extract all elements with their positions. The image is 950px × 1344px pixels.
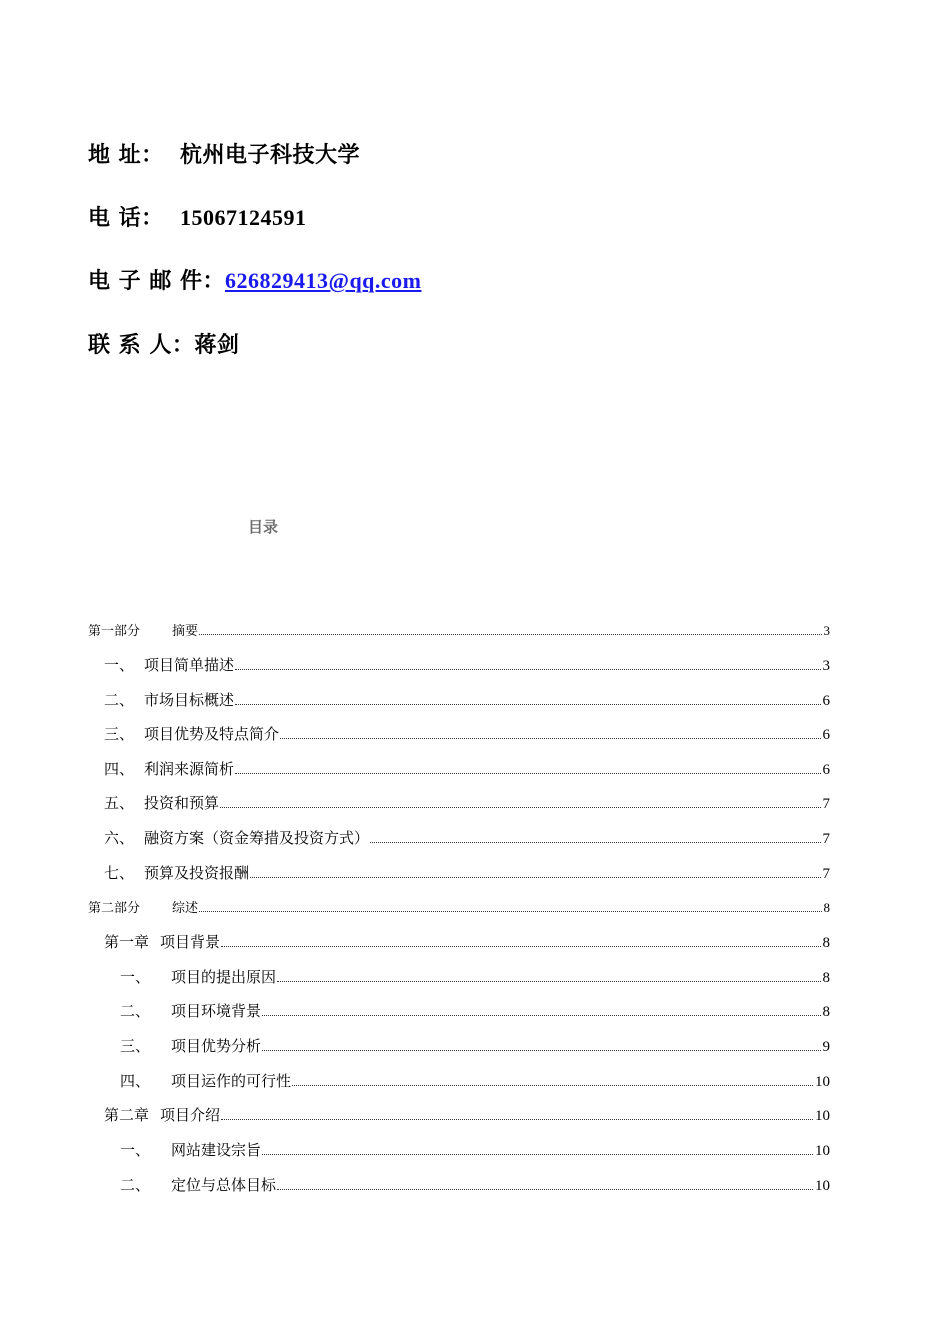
toc-leader-dots bbox=[221, 945, 820, 947]
toc-entry-page: 10 bbox=[815, 1074, 830, 1090]
toc-entry-number: 第二部分 bbox=[88, 901, 141, 916]
email-label: 电 子 邮 件： bbox=[88, 268, 225, 294]
contact-person-line bbox=[88, 328, 239, 359]
toc-entry-number: 二、 bbox=[120, 1176, 151, 1194]
toc-entry[interactable] bbox=[88, 723, 830, 744]
toc-leader-dots bbox=[220, 806, 820, 808]
toc-leader-dots bbox=[221, 1118, 813, 1120]
toc-entry-number: 一、 bbox=[120, 1141, 151, 1159]
toc-entry-text: 摘要 bbox=[172, 624, 199, 639]
toc-entry-number: 四、 bbox=[104, 760, 135, 778]
toc-entry[interactable] bbox=[88, 862, 830, 883]
toc-entry[interactable] bbox=[88, 1000, 830, 1021]
toc-entry-text: 预算及投资报酬 bbox=[144, 864, 250, 882]
toc-entry[interactable] bbox=[88, 1035, 830, 1056]
toc-entry-text: 项目优势及特点简介 bbox=[144, 725, 280, 743]
toc-leader-dots bbox=[262, 1014, 820, 1016]
toc-entry-page: 10 bbox=[815, 1143, 830, 1159]
toc-entry-text: 定位与总体目标 bbox=[171, 1176, 277, 1194]
toc-entry[interactable] bbox=[88, 931, 830, 952]
phone-value: 15067124591 bbox=[180, 205, 307, 230]
toc-leader-dots bbox=[262, 1153, 813, 1155]
address-label: 地 址： bbox=[88, 142, 164, 168]
toc-entry-page: 8 bbox=[822, 970, 830, 986]
toc-leader-dots bbox=[277, 1188, 813, 1190]
toc-leader-dots bbox=[199, 633, 821, 635]
toc-entry-page: 8 bbox=[822, 935, 830, 951]
toc-entry-page: 9 bbox=[822, 1039, 830, 1055]
toc-entry[interactable] bbox=[88, 792, 830, 813]
toc-entry-number: 一、 bbox=[120, 968, 151, 986]
toc-entry-page: 8 bbox=[823, 900, 830, 915]
toc-leader-dots bbox=[199, 910, 821, 912]
email-line bbox=[88, 264, 422, 295]
toc-entry-number: 三、 bbox=[120, 1037, 151, 1055]
toc-entry-page: 3 bbox=[822, 658, 830, 674]
toc-entry-text: 项目运作的可行性 bbox=[171, 1072, 292, 1090]
toc-entry-number: 五、 bbox=[104, 794, 135, 812]
toc-entry[interactable] bbox=[88, 689, 830, 710]
toc-leader-dots bbox=[292, 1084, 813, 1086]
toc-entry-text: 项目环境背景 bbox=[171, 1002, 262, 1020]
toc-leader-dots bbox=[370, 841, 820, 843]
toc-entry[interactable] bbox=[88, 966, 830, 987]
phone-line bbox=[88, 201, 307, 232]
toc-entry-number: 二、 bbox=[120, 1002, 151, 1020]
toc-entry-page: 6 bbox=[822, 762, 830, 778]
toc-entry-number: 六、 bbox=[104, 829, 135, 847]
contact-person-value: 蒋剑 bbox=[194, 332, 240, 358]
toc-entry[interactable] bbox=[88, 1104, 830, 1125]
toc-entry-page: 7 bbox=[822, 831, 830, 847]
toc-entry-page: 6 bbox=[822, 727, 830, 743]
toc-entry-text: 网站建设宗旨 bbox=[171, 1141, 262, 1159]
toc-entry-page: 3 bbox=[823, 623, 830, 638]
toc-entry-text: 投资和预算 bbox=[144, 794, 220, 812]
toc-entry-number: 二、 bbox=[104, 691, 135, 709]
toc-leader-dots bbox=[235, 668, 820, 670]
toc-entry[interactable] bbox=[88, 827, 830, 848]
toc-leader-dots bbox=[262, 1049, 820, 1051]
address-value: 杭州电子科技大学 bbox=[180, 142, 361, 168]
toc-entry-text: 项目背景 bbox=[160, 933, 221, 951]
toc-leader-dots bbox=[277, 980, 820, 982]
toc-entry-text: 项目优势分析 bbox=[171, 1037, 262, 1055]
toc-entry[interactable] bbox=[88, 1070, 830, 1091]
phone-label: 电 话： bbox=[88, 205, 164, 231]
toc-entry[interactable] bbox=[88, 758, 830, 779]
toc-leader-dots bbox=[280, 737, 820, 739]
email-link[interactable]: 626829413@qq.com bbox=[224, 268, 422, 293]
toc-entry-number: 七、 bbox=[104, 864, 135, 882]
toc-leader-dots bbox=[235, 772, 820, 774]
toc-entry-number: 四、 bbox=[120, 1072, 151, 1090]
toc-entry-text: 利润来源简析 bbox=[144, 760, 235, 778]
toc-entry[interactable] bbox=[88, 1174, 830, 1195]
toc-entry-page: 7 bbox=[822, 796, 830, 812]
toc-entry[interactable] bbox=[88, 1139, 830, 1160]
toc-leader-dots bbox=[250, 876, 820, 878]
contact-person-label: 联 系 人： bbox=[88, 332, 195, 358]
toc-entry-number: 三、 bbox=[104, 725, 135, 743]
toc-entry-page: 10 bbox=[815, 1108, 830, 1124]
toc-entry-number: 第二章 bbox=[104, 1106, 150, 1124]
toc-entry[interactable] bbox=[88, 620, 830, 639]
toc-entry-page: 8 bbox=[822, 1004, 830, 1020]
toc-entry-number: 第一部分 bbox=[88, 624, 141, 639]
toc-entry[interactable] bbox=[88, 897, 830, 916]
toc-entry-number: 第一章 bbox=[104, 933, 150, 951]
address-line bbox=[88, 138, 360, 169]
toc-entry-page: 10 bbox=[815, 1178, 830, 1194]
toc-entry-text: 融资方案（资金筹措及投资方式） bbox=[144, 829, 370, 847]
toc-entry-text: 市场目标概述 bbox=[144, 691, 235, 709]
toc-entry-number: 一、 bbox=[104, 656, 135, 674]
toc-entry-page: 7 bbox=[822, 866, 830, 882]
toc-entry[interactable] bbox=[88, 654, 830, 675]
toc-entry-text: 项目简单描述 bbox=[144, 656, 235, 674]
toc-entry-page: 6 bbox=[822, 693, 830, 709]
toc-entry-text: 项目的提出原因 bbox=[171, 968, 277, 986]
toc-entry-text: 综述 bbox=[172, 901, 199, 916]
toc-title: 目录 bbox=[248, 518, 279, 536]
toc-entry-text: 项目介绍 bbox=[160, 1106, 221, 1124]
toc-leader-dots bbox=[235, 703, 820, 705]
